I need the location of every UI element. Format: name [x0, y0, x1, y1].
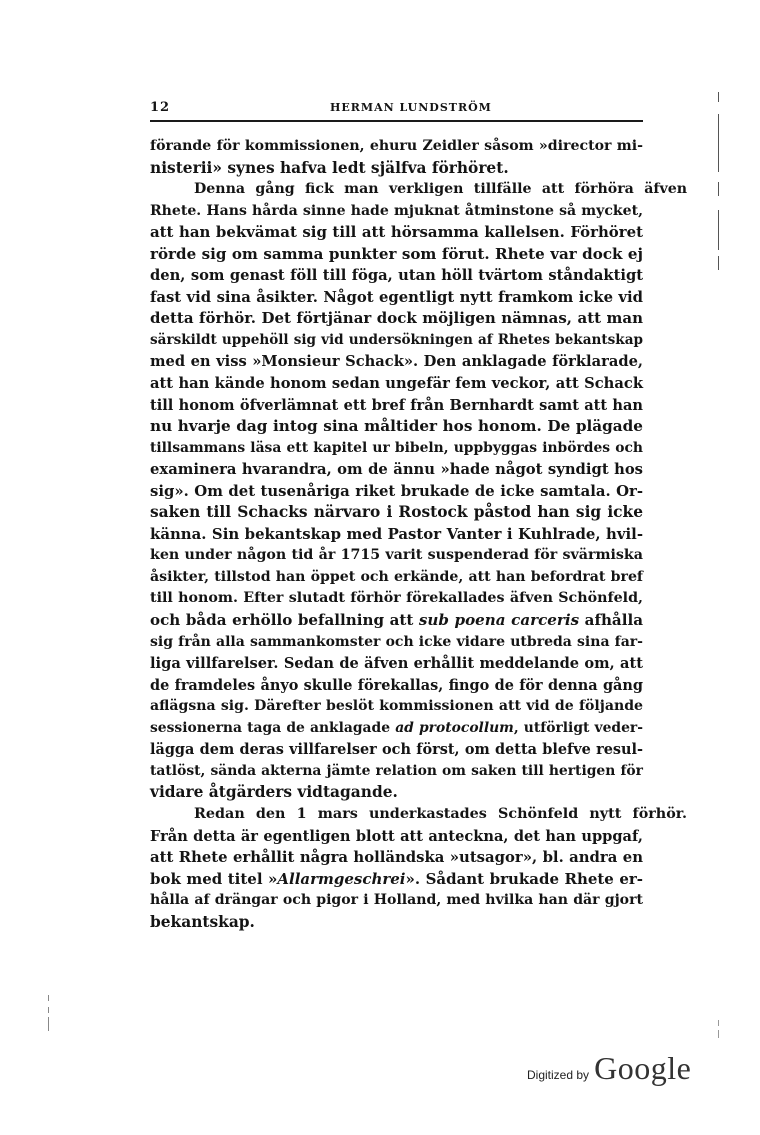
text-line: hålla af drängar och pigor i Holland, med hvilka han där gjort [150, 892, 643, 909]
text-line: förande för kommissionen, ehuru Zeidler såsom »director mi- [150, 138, 643, 154]
text-line: Från detta är egentligen blott att anteckna, det han uppgaf, [150, 827, 643, 845]
text-line: de framdeles ånyo skulle förekallas, fingo de för denna gång [150, 676, 643, 694]
text-line: Rhete. Hans hårda sinne hade mjuknat åtminstone så mycket, [150, 202, 643, 219]
text-line: vidare åtgärders vidtagande. [150, 783, 398, 802]
text-line: till honom öfverlämnat ett bref från Bernhardt samt att han [150, 396, 643, 414]
italic-phrase: ad protocollum [395, 719, 514, 736]
text-line: att han bekvämat sig till att hörsamma kallelsen. Förhöret [150, 223, 643, 242]
text-line: bok med titel »Allarmgeschrei». Sådant brukade Rhete er- [150, 869, 643, 888]
text-line: detta förhör. Det förtjänar dock möjligen nämnas, att man [150, 309, 643, 328]
running-head: HERMAN LUNDSTRÖM [330, 101, 492, 114]
text-line: lägga dem deras villfarelser och först, om detta blefve resul- [150, 741, 643, 759]
page-number: 12 [150, 100, 171, 115]
text-line: till honom. Efter slutadt förhör förekallades äfven Schönfeld, [150, 590, 643, 607]
text-line: tillsammans läsa ett kapitel ur bibeln, uppbyggas inbördes och [150, 439, 643, 456]
digitized-by-google-watermark [527, 1050, 691, 1090]
text-line: sig från alla sammankomster och icke vidare utbreda sina far- [150, 633, 643, 650]
text-line: med en viss »Monsieur Schack». Den anklagade förklarade, [150, 353, 643, 371]
text-line: nisterii» synes hafva ledt själfva förhöret. [150, 158, 509, 177]
text-line: åsikter, tillstod han öppet och erkände, att han befordrat bref [150, 568, 643, 585]
text-line: liga villfarelser. Sedan de äfven erhållit meddelande om, att [150, 655, 643, 673]
text-line: rörde sig om samma punkter som förut. Rhete var dock ej [150, 244, 643, 263]
text-line: känna. Sin bekantskap med Pastor Vanter i Kuhlrade, hvil- [150, 524, 643, 543]
body-text [150, 136, 687, 933]
text-line: den, som genast föll till föga, utan höll tvärtom ståndaktigt [150, 267, 643, 285]
text-line: sig». Om det tusenåriga riket brukade de icke samtala. Or- [150, 482, 643, 500]
text-line: särskildt uppehöll sig vid undersökningen af Rhetes bekantskap [150, 331, 643, 348]
text-line: examinera hvarandra, om de ännu »hade något syndigt hos [150, 461, 643, 479]
scan-right-marks [718, 1020, 720, 1040]
text-line: Redan den 1 mars underkastades Schönfeld nytt förhör. [194, 805, 687, 822]
header-rule [150, 120, 643, 122]
text-line: ken under någon tid år 1715 varit suspenderad för svärmiska [150, 547, 643, 564]
text-line: aflägsna sig. Därefter beslöt kommissionen att vid de följande [150, 698, 643, 715]
text-line: fast vid sina åsikter. Något egentligt nytt framkom icke vid [150, 288, 643, 306]
italic-phrase: sub poena carceris [418, 611, 580, 630]
text-line: saken till Schacks närvaro i Rostock påstod han sig icke [150, 503, 643, 522]
text-line: bekantskap. [150, 912, 255, 931]
text-line: att Rhete erhållit några holländska »utsagor», bl. andra en [150, 849, 643, 867]
scan-left-marks [48, 995, 50, 1035]
scan-margin-marks [718, 92, 720, 272]
text-line: att han kände honom sedan ungefär fem veckor, att Schack [150, 375, 643, 393]
text-line: och båda erhöllo befallning att sub poena carceris afhålla [150, 611, 643, 630]
google-logo: Google [594, 1050, 692, 1086]
watermark-prefix: Digitized by [527, 1068, 590, 1082]
text-line: Denna gång fick man verkligen tillfälle att förhöra äfven [194, 181, 687, 198]
text-line: sessionerna taga de anklagade ad protocollum, utförligt veder- [150, 719, 643, 736]
italic-phrase: Allarmgeschrei [277, 869, 406, 888]
text-line: nu hvarje dag intog sina måltider hos honom. De plägade [150, 417, 643, 436]
text-line: tatlöst, sända akterna jämte relation om saken till hertigen för [150, 762, 643, 779]
